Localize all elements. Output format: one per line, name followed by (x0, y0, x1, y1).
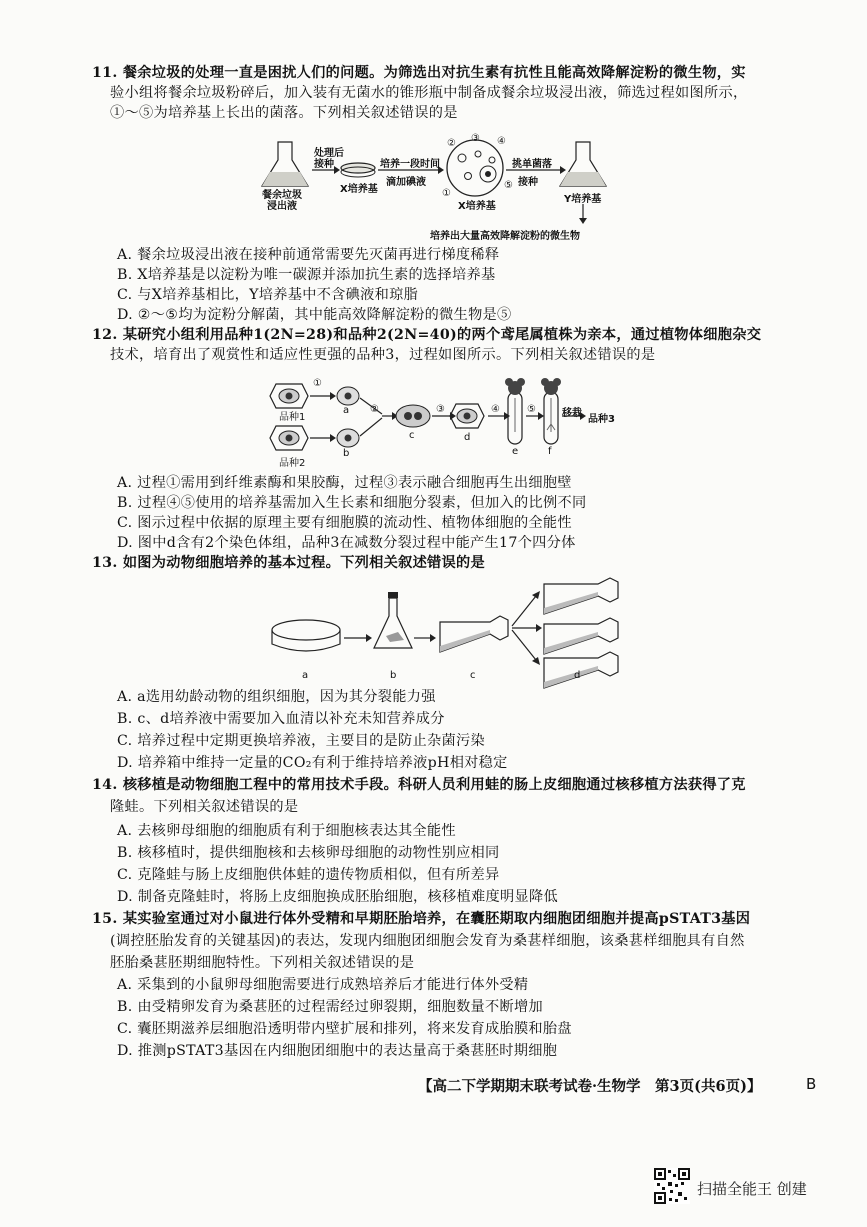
q12-stem-line1: 12. 某研究小组利用品种1(2N=28)和品种2(2N=40)的两个鸢尾属植株为亲本，通过植物体细胞杂交 (92, 327, 762, 343)
label-e: e (512, 446, 519, 457)
variety2-label: 品种2 (279, 458, 306, 469)
q15-option-a[interactable]: A. 采集到的小鼠卵母细胞需要进行成熟培养后才能进行体外受精 (117, 977, 529, 993)
label-f: f (548, 446, 552, 457)
colony-label-1: ① (442, 188, 451, 199)
q15-stem-line3: 胚胎桑葚胚期细胞特性。下列相关叙述错误的是 (110, 955, 415, 971)
q11-stem-line2: 验小组将餐余垃圾粉碎后，加入装有无菌水的锥形瓶中制备成餐余垃圾浸出液，筛选过程如图所示， (110, 85, 748, 101)
transplant-label: 移栽 (562, 408, 582, 419)
label-d: d (464, 432, 471, 443)
q14-stem-line1: 14. 核移植是动物细胞工程中的常用技术手段。科研人员利用蛙的肠上皮细胞通过核移植方法获得了克 (92, 777, 746, 793)
q13-label-d: d (574, 670, 581, 681)
label-a: a (343, 405, 350, 416)
step1-label: ① (313, 378, 322, 389)
q12-stem-line2: 技术，培育出了观赏性和适应性更强的品种3，过程如图所示。下列相关叙述错误的是 (110, 347, 656, 363)
step4-label: ④ (491, 404, 500, 415)
flask2-label: Y培养基 (564, 194, 602, 205)
page-footer: 【高二下学期期末联考试卷·生物学 第3页(共6页)】 (418, 1078, 762, 1095)
q11-option-d[interactable]: D. ②～⑤均为淀粉分解菌，其中能高效降解淀粉的微生物是⑤ (117, 307, 512, 323)
q13-option-a[interactable]: A. a选用幼龄动物的组织细胞，因为其分裂能力强 (117, 689, 436, 705)
q11-stem-line1: 11. 餐余垃圾的处理一直是困扰人们的问题。为筛选出对抗生素有抗性且能高效降解淀粉的微生物，实 (92, 65, 746, 81)
arrow3-top-label: 挑单菌落 (512, 159, 552, 170)
q11-option-b[interactable]: B. X培养基是以淀粉为唯一碳源并添加抗生素的选择培养基 (117, 267, 496, 283)
colony-label-4: ④ (497, 136, 506, 147)
variety1-label: 品种1 (279, 412, 306, 423)
q13-label-c: c (470, 670, 476, 681)
arrow3-bottom-label: 接种 (518, 177, 538, 188)
paper-version: B (806, 1075, 817, 1093)
q14-option-b[interactable]: B. 核移植时，提供细胞核和去核卵母细胞的动物性别应相同 (117, 845, 500, 861)
flask1-label: 餐余垃圾 浸出液 (262, 190, 302, 212)
q12-option-c[interactable]: C. 图示过程中依据的原理主要有细胞膜的流动性、植物体细胞的全能性 (117, 515, 572, 531)
label-c: c (409, 430, 415, 441)
q12-option-b[interactable]: B. 过程④⑤使用的培养基需加入生长素和细胞分裂素，但加入的比例不同 (117, 495, 587, 511)
q12-option-d[interactable]: D. 图中d含有2个染色体组，品种3在减数分裂过程中能产生17个四分体 (117, 535, 576, 551)
step2-label: ② (370, 404, 379, 415)
arrow2-top-label: 培养一段时间 (380, 159, 440, 170)
q15-option-d[interactable]: D. 推测pSTAT3基因在内细胞团细胞中的表达量高于桑葚胚时期细胞 (117, 1043, 558, 1059)
q14-option-c[interactable]: C. 克隆蛙与肠上皮细胞供体蛙的遗传物质相似，但有所差异 (117, 867, 500, 883)
q11-option-c[interactable]: C. 与X培养基相比，Y培养基中不含碘液和琼脂 (117, 287, 419, 303)
q13-option-b[interactable]: B. c、d培养液中需要加入血清以补充未知营养成分 (117, 711, 445, 727)
label-b: b (343, 448, 350, 459)
q13-label-a: a (302, 670, 309, 681)
q11-stem-line3: ①～⑤为培养基上长出的菌落。下列相关叙述错误的是 (110, 105, 458, 121)
q15-option-b[interactable]: B. 由受精卵发育为桑葚胚的过程需经过卵裂期，细胞数量不断增加 (117, 999, 543, 1015)
colony-label-5: ⑤ (504, 180, 513, 191)
q15-option-c[interactable]: C. 囊胚期滋养层细胞沿透明带内壁扩展和排列，将来发育成胎膜和胎盘 (117, 1021, 572, 1037)
scanner-watermark: 扫描全能王 创建 (697, 1180, 807, 1198)
step3-label: ③ (436, 404, 445, 415)
q13-stem-line1: 13. 如图为动物细胞培养的基本过程。下列相关叙述错误的是 (92, 555, 486, 571)
q13-option-d[interactable]: D. 培养箱中维持一定量的CO₂有利于维持培养液pH相对稳定 (117, 755, 508, 771)
q15-stem-line1: 15. 某实验室通过对小鼠进行体外受精和早期胚胎培养，在囊胚期取内细胞团细胞并提高pSTAT3基因 (92, 911, 751, 927)
result-label: 培养出大量高效降解淀粉的微生物 (430, 231, 580, 242)
colony-label-3: ③ (471, 133, 480, 144)
arrow1-label: 处理后 接种 (314, 148, 344, 170)
arrow2-bottom-label: 滴加碘液 (386, 177, 426, 188)
plate2-label: X培养基 (458, 201, 496, 212)
q14-stem-line2: 隆蛙。下列相关叙述错误的是 (110, 799, 299, 815)
plate1-label: X培养基 (340, 184, 378, 195)
q14-option-d[interactable]: D. 制备克隆蛙时，将肠上皮细胞换成胚胎细胞，核移植难度明显降低 (117, 889, 558, 905)
colony-label-2: ② (447, 138, 456, 149)
q13-option-c[interactable]: C. 培养过程中定期更换培养液，主要目的是防止杂菌污染 (117, 733, 485, 749)
q11-option-a[interactable]: A. 餐余垃圾浸出液在接种前通常需要先灭菌再进行梯度稀释 (117, 247, 500, 263)
q12-option-a[interactable]: A. 过程①需用到纤维素酶和果胶酶，过程③表示融合细胞再生出细胞壁 (117, 475, 572, 491)
step5-label: ⑤ (527, 404, 536, 415)
q13-label-b: b (390, 670, 397, 681)
variety3-label: 品种3 (588, 414, 615, 425)
q14-option-a[interactable]: A. 去核卵母细胞的细胞质有利于细胞核表达其全能性 (117, 823, 456, 839)
q15-stem-line2: (调控胚胎发育的关键基因)的表达，发现内细胞团细胞会发育为桑葚样细胞，该桑葚样细胞具有自然 (110, 933, 745, 949)
qr-code-icon (654, 1168, 690, 1204)
